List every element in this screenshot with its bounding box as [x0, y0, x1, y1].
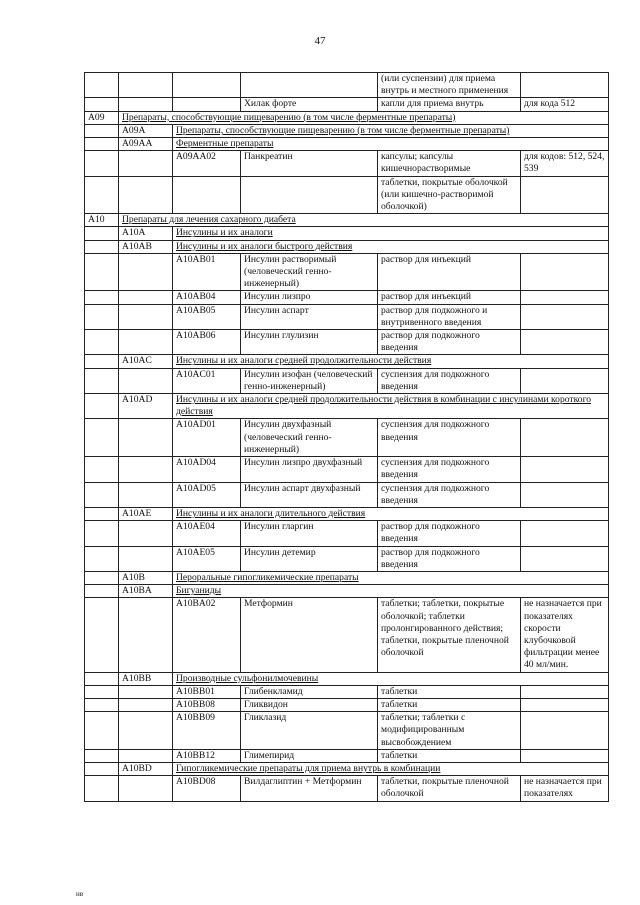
- drug-row: [85, 176, 609, 214]
- empty-cell: [85, 151, 119, 176]
- empty-cell: [85, 698, 119, 711]
- empty-cell: [85, 585, 119, 598]
- drug-row: [85, 521, 609, 546]
- group-code: A10AD: [119, 394, 173, 419]
- empty-cell: [85, 240, 119, 253]
- empty-cell: [85, 598, 119, 672]
- dosage-form: суспензия для подкожного введения: [378, 457, 521, 482]
- drug-name: Инсулин гларгин: [241, 521, 378, 546]
- drug-name: Инсулин глулизин: [241, 330, 378, 355]
- drug-name: Инсулин детемир: [241, 546, 378, 571]
- note-cell: [521, 712, 609, 750]
- empty-cell: [119, 176, 173, 214]
- empty-cell: [85, 546, 119, 571]
- atc-code: [173, 73, 241, 98]
- group-code: A10AB: [119, 240, 173, 253]
- drug-row: [85, 698, 609, 711]
- note-cell: [521, 368, 609, 393]
- group-code: A10B: [119, 571, 173, 584]
- group-code: A09AA: [119, 138, 173, 151]
- note-cell: [521, 698, 609, 711]
- note-cell: [521, 749, 609, 762]
- dosage-form: раствор для подкожного и внутривенного введения: [378, 304, 521, 329]
- atc-code: A10AB06: [173, 330, 241, 355]
- empty-cell: [85, 762, 119, 775]
- atc-code: A10AB01: [173, 253, 241, 291]
- empty-cell: [119, 698, 173, 711]
- drug-name: Гликлазид: [241, 712, 378, 750]
- note-cell: [521, 73, 609, 98]
- atc-code: [173, 98, 241, 111]
- group-row: [85, 394, 609, 419]
- atc-code: A10AD05: [173, 482, 241, 507]
- drug-row: [85, 482, 609, 507]
- dosage-form: таблетки, покрытые оболочкой (или кишечно-растворимой оболочкой): [378, 176, 521, 214]
- group-row: [85, 240, 609, 253]
- drug-name: Инсулин растворимый (человеческий генно-инженерный): [241, 253, 378, 291]
- empty-cell: [119, 291, 173, 304]
- note-cell: [521, 685, 609, 698]
- atc-code: A10AB04: [173, 291, 241, 304]
- empty-cell: [85, 749, 119, 762]
- dosage-form: суспензия для подкожного введения: [378, 368, 521, 393]
- dosage-form: суспензия для подкожного введения: [378, 482, 521, 507]
- empty-cell: [85, 685, 119, 698]
- group-title: Препараты для лечения сахарного диабета: [119, 214, 609, 227]
- group-title: Бигуаниды: [173, 585, 609, 598]
- note-cell: [521, 176, 609, 214]
- dosage-form: раствор для инъекций: [378, 291, 521, 304]
- atc-code: A10AE05: [173, 546, 241, 571]
- dosage-form: раствор для подкожного введения: [378, 330, 521, 355]
- drug-name: Гликвидон: [241, 698, 378, 711]
- drug-row: [85, 712, 609, 750]
- drug-name: Метформин: [241, 598, 378, 672]
- empty-cell: [85, 419, 119, 457]
- group-row: [85, 138, 609, 151]
- group-row: [85, 585, 609, 598]
- empty-cell: [119, 749, 173, 762]
- group-row: [85, 672, 609, 685]
- empty-cell: [119, 330, 173, 355]
- atc-code: A10AD01: [173, 419, 241, 457]
- drug-row: [85, 685, 609, 698]
- empty-cell: [119, 546, 173, 571]
- group-row: [85, 214, 609, 227]
- dosage-form: таблетки; таблетки с модифицированным высвобождением: [378, 712, 521, 750]
- drug-name: Вилдаглиптин + Метформин: [241, 776, 378, 801]
- group-title: Инсулины и их аналоги: [173, 227, 609, 240]
- group-code: A10BD: [119, 762, 173, 775]
- group-title: Ферментные препараты: [173, 138, 609, 151]
- group-code: A09: [85, 111, 119, 124]
- empty-cell: [85, 571, 119, 584]
- atc-code: A10AD04: [173, 457, 241, 482]
- dosage-form: капсулы; капсулы кишечнорастворимые: [378, 151, 521, 176]
- drug-name: Инсулин изофан (человеческий генно-инженерный): [241, 368, 378, 393]
- empty-cell: [119, 457, 173, 482]
- note-cell: [521, 330, 609, 355]
- atc-code: A10BB01: [173, 685, 241, 698]
- empty-cell: [85, 457, 119, 482]
- drug-table: [84, 72, 609, 802]
- dosage-form: (или суспензии) для приема внутрь и местного применения: [378, 73, 521, 98]
- group-code: A10BA: [119, 585, 173, 598]
- empty-cell: [85, 176, 119, 214]
- dosage-form: раствор для подкожного введения: [378, 546, 521, 571]
- empty-cell: [119, 685, 173, 698]
- group-row: [85, 507, 609, 520]
- drug-name: Инсулин лизпро: [241, 291, 378, 304]
- atc-code: A10BB08: [173, 698, 241, 711]
- drug-name: Инсулин аспарт: [241, 304, 378, 329]
- note-cell: [521, 253, 609, 291]
- drug-row: [85, 598, 609, 672]
- empty-cell: [85, 521, 119, 546]
- dosage-form: таблетки; таблетки, покрытые оболочкой; таблетки пролонгированного действия; таблетки, покрытые пленочной оболочкой: [378, 598, 521, 672]
- atc-code: A10BB09: [173, 712, 241, 750]
- group-title: Пероральные гипогликемические препараты: [173, 571, 609, 584]
- drug-row: [85, 419, 609, 457]
- empty-cell: [85, 368, 119, 393]
- empty-cell: [85, 394, 119, 419]
- note-cell: [521, 419, 609, 457]
- atc-code: A09AA02: [173, 151, 241, 176]
- group-row: [85, 762, 609, 775]
- note-cell: не назначается при показателях скорости клубочковой фильтрации менее 40 мл/мин.: [521, 598, 609, 672]
- empty-cell: [119, 151, 173, 176]
- atc-code: A10AB05: [173, 304, 241, 329]
- drug-row: [85, 457, 609, 482]
- footer-mark: нв: [76, 890, 84, 898]
- drug-name: Глимепирид: [241, 749, 378, 762]
- drug-row: [85, 304, 609, 329]
- group-row: [85, 227, 609, 240]
- group-title: Инсулины и их аналоги средней продолжительности действия в комбинации с инсулинами короткого действия: [173, 394, 609, 419]
- note-cell: не назначается при показателях: [521, 776, 609, 801]
- group-title: Инсулины и их аналоги средней продолжительности действия: [173, 355, 609, 368]
- empty-cell: [119, 598, 173, 672]
- drug-row: [85, 291, 609, 304]
- empty-cell: [119, 73, 173, 98]
- atc-code: [173, 176, 241, 214]
- note-cell: [521, 304, 609, 329]
- atc-code: A10AE04: [173, 521, 241, 546]
- drug-row: [85, 151, 609, 176]
- empty-cell: [119, 368, 173, 393]
- empty-cell: [119, 419, 173, 457]
- drug-row: [85, 253, 609, 291]
- group-code: A10AC: [119, 355, 173, 368]
- empty-cell: [119, 304, 173, 329]
- empty-cell: [119, 521, 173, 546]
- dosage-form: капли для приема внутрь: [378, 98, 521, 111]
- group-code: A10A: [119, 227, 173, 240]
- empty-cell: [85, 355, 119, 368]
- empty-cell: [119, 482, 173, 507]
- note-cell: [521, 291, 609, 304]
- group-title: Производные сульфонилмочевины: [173, 672, 609, 685]
- empty-cell: [85, 291, 119, 304]
- group-code: A10AE: [119, 507, 173, 520]
- drug-row: [85, 98, 609, 111]
- group-code: A10: [85, 214, 119, 227]
- note-cell: для кода 512: [521, 98, 609, 111]
- note-cell: [521, 521, 609, 546]
- empty-cell: [85, 712, 119, 750]
- drug-name: [241, 73, 378, 98]
- drug-row: [85, 776, 609, 801]
- dosage-form: раствор для инъекций: [378, 253, 521, 291]
- empty-cell: [85, 98, 119, 111]
- drug-name: Инсулин лизпро двухфазный: [241, 457, 378, 482]
- note-cell: для кодов: 512, 524, 539: [521, 151, 609, 176]
- empty-cell: [119, 253, 173, 291]
- atc-code: A10AC01: [173, 368, 241, 393]
- empty-cell: [85, 507, 119, 520]
- empty-cell: [119, 712, 173, 750]
- drug-name: Инсулин аспарт двухфазный: [241, 482, 378, 507]
- atc-code: A10BA02: [173, 598, 241, 672]
- group-code: A09A: [119, 124, 173, 137]
- atc-code: A10BD08: [173, 776, 241, 801]
- group-code: A10BB: [119, 672, 173, 685]
- atc-code: A10BB12: [173, 749, 241, 762]
- dosage-form: суспензия для подкожного введения: [378, 419, 521, 457]
- dosage-form: таблетки: [378, 685, 521, 698]
- group-row: [85, 355, 609, 368]
- dosage-form: таблетки, покрытые пленочной оболочкой: [378, 776, 521, 801]
- group-row: [85, 111, 609, 124]
- dosage-form: таблетки: [378, 698, 521, 711]
- page-number: 47: [314, 35, 326, 47]
- note-cell: [521, 457, 609, 482]
- group-title: Гипогликемические препараты для приема внутрь в комбинации: [173, 762, 609, 775]
- drug-name: Глибенкламид: [241, 685, 378, 698]
- empty-cell: [85, 253, 119, 291]
- drug-row: [85, 73, 609, 98]
- note-cell: [521, 546, 609, 571]
- empty-cell: [85, 776, 119, 801]
- empty-cell: [119, 776, 173, 801]
- empty-cell: [85, 330, 119, 355]
- empty-cell: [85, 304, 119, 329]
- group-row: [85, 124, 609, 137]
- drug-row: [85, 330, 609, 355]
- empty-cell: [119, 98, 173, 111]
- drug-row: [85, 546, 609, 571]
- note-cell: [521, 482, 609, 507]
- drug-name: Панкреатин: [241, 151, 378, 176]
- drug-name: Инсулин двухфазный (человеческий генно-инженерный): [241, 419, 378, 457]
- empty-cell: [85, 138, 119, 151]
- empty-cell: [85, 482, 119, 507]
- drug-row: [85, 368, 609, 393]
- dosage-form: таблетки: [378, 749, 521, 762]
- drug-name: Хилак форте: [241, 98, 378, 111]
- group-title: Препараты, способствующие пищеварению (в том числе ферментные препараты): [119, 111, 609, 124]
- drug-row: [85, 749, 609, 762]
- group-row: [85, 571, 609, 584]
- dosage-form: раствор для подкожного введения: [378, 521, 521, 546]
- drug-name: [241, 176, 378, 214]
- group-title: Инсулины и их аналоги длительного действия: [173, 507, 609, 520]
- drug-table-body: [85, 73, 609, 802]
- group-title: Инсулины и их аналоги быстрого действия: [173, 240, 609, 253]
- empty-cell: [85, 672, 119, 685]
- group-title: Препараты, способствующие пищеварению (в том числе ферментные препараты): [173, 124, 609, 137]
- empty-cell: [85, 73, 119, 98]
- empty-cell: [85, 124, 119, 137]
- empty-cell: [85, 227, 119, 240]
